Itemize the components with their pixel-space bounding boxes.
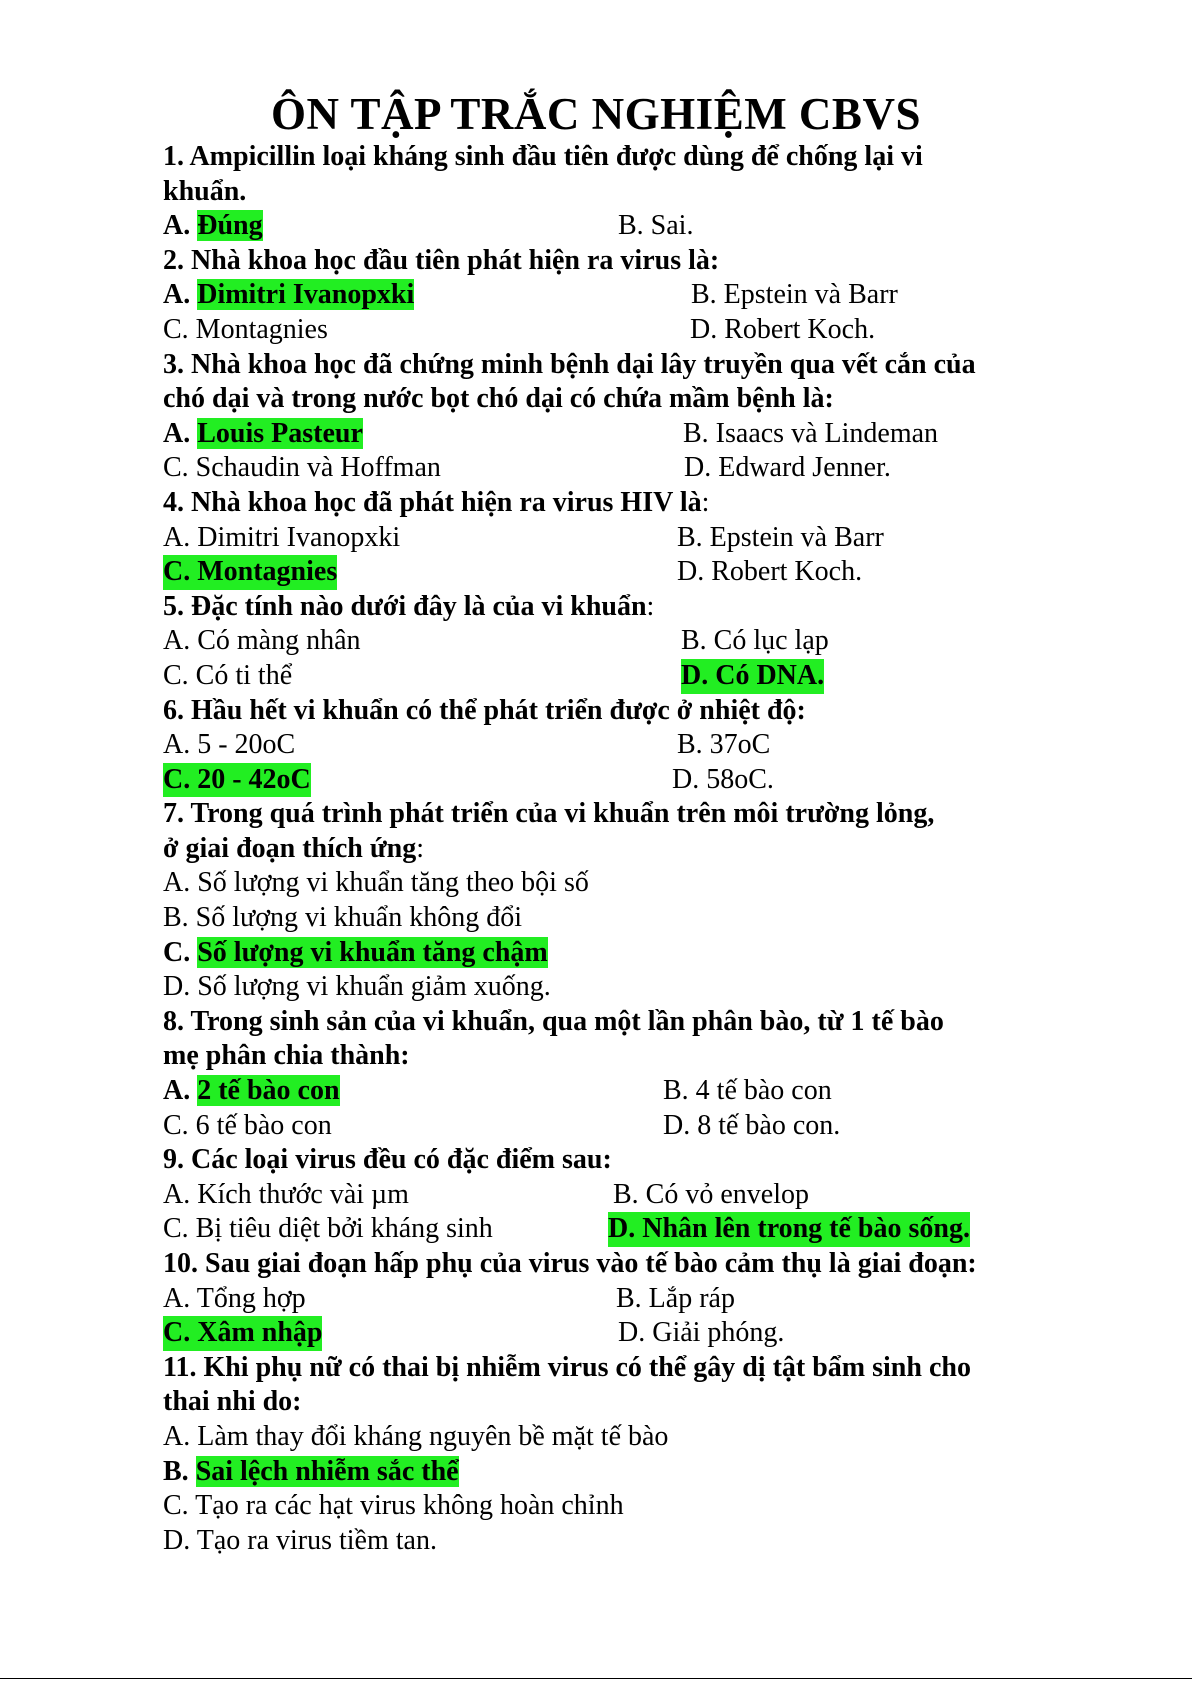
q11-option-a[interactable]: A. Làm thay đổi kháng nguyên bề mặt tế bào: [163, 1420, 669, 1452]
page-title: ÔN TẬP TRẮC NGHIỆM CBVS: [271, 89, 921, 139]
question-5-options-ab: [163, 624, 1063, 659]
correct-answer-highlight: Số lượng vi khuẩn tăng chậm: [197, 936, 548, 968]
q4-option-b[interactable]: B. Epstein và Barr: [677, 521, 884, 553]
correct-answer-highlight: Dimitri Ivanopxki: [197, 279, 415, 311]
q8-option-d[interactable]: D. 8 tế bào con.: [663, 1109, 841, 1141]
q2-option-d[interactable]: D. Robert Koch.: [690, 313, 876, 345]
q2-option-a[interactable]: A. Dimitri Ivanopxki: [163, 279, 415, 311]
q11-option-c[interactable]: C. Tạo ra các hạt virus không hoàn chỉnh: [163, 1490, 624, 1522]
question-8-options-ab: [163, 1074, 1063, 1109]
question-7: 7. Trong quá trình phát triển của vi khuẩn trên môi trường lỏng,: [163, 798, 935, 830]
question-3-cont: chó dại và trong nước bọt chó dại có chứa mầm bệnh là:: [163, 383, 834, 415]
correct-answer-highlight: 2 tế bào con: [197, 1075, 340, 1107]
question-3-options-ab: [163, 417, 1063, 452]
q1-option-b[interactable]: B. Sai.: [618, 210, 694, 242]
q3-option-c[interactable]: C. Schaudin và Hoffman: [163, 452, 441, 484]
q3-option-a[interactable]: A. Louis Pasteur: [163, 417, 363, 449]
question-11: 11. Khi phụ nữ có thai bị nhiễm virus có thể gây dị tật bẩm sinh cho: [163, 1351, 971, 1383]
q4-option-d[interactable]: D. Robert Koch.: [677, 556, 863, 588]
q9-option-d[interactable]: D. Nhân lên trong tế bào sống.: [608, 1212, 970, 1247]
question-3: 3. Nhà khoa học đã chứng minh bệnh dại lây truyền qua vết cắn của: [163, 348, 976, 380]
question-3-options-cd: [163, 451, 1063, 486]
q10-option-c[interactable]: C. Xâm nhập: [163, 1316, 322, 1351]
question-5: 5. Đặc tính nào dưới đây là của vi khuẩn:: [163, 590, 655, 622]
q4-option-a[interactable]: A. Dimitri Ivanopxki: [163, 521, 401, 553]
correct-answer-highlight: Đúng: [197, 210, 263, 242]
q7-option-a[interactable]: A. Số lượng vi khuẩn tăng theo bội số: [163, 867, 589, 899]
question-8: 8. Trong sinh sản của vi khuẩn, qua một lần phân bào, từ 1 tế bào: [163, 1005, 944, 1037]
q8-option-c[interactable]: C. 6 tế bào con: [163, 1109, 332, 1141]
q7-option-d[interactable]: D. Số lượng vi khuẩn giảm xuống.: [163, 971, 551, 1003]
question-6-options-ab: [163, 728, 1063, 763]
correct-answer-highlight: Louis Pasteur: [197, 417, 363, 449]
question-2-options-cd: [163, 313, 1063, 348]
question-9-options-ab: [163, 1178, 1063, 1213]
question-7-cont: ở giai đoạn thích ứng:: [163, 832, 425, 864]
question-6-options-cd: [163, 763, 1063, 798]
correct-answer-highlight: Sai lệch nhiễm sắc thể: [195, 1455, 459, 1487]
q9-option-c[interactable]: C. Bị tiêu diệt bởi kháng sinh: [163, 1213, 493, 1245]
q2-option-b[interactable]: B. Epstein và Barr: [691, 279, 898, 311]
question-1-cont: khuẩn.: [163, 175, 247, 207]
q10-option-d[interactable]: D. Giải phóng.: [618, 1317, 785, 1349]
q4-option-c[interactable]: C. Montagnies: [163, 555, 337, 590]
page-bottom-rule: [0, 1678, 1192, 1679]
question-6: 6. Hầu hết vi khuẩn có thể phát triển được ở nhiệt độ:: [163, 694, 806, 726]
q5-option-a[interactable]: A. Có màng nhân: [163, 625, 361, 657]
question-9-options-cd: [163, 1212, 1063, 1247]
q5-option-c[interactable]: C. Có ti thể: [163, 659, 293, 691]
q11-option-d[interactable]: D. Tạo ra virus tiềm tan.: [163, 1524, 437, 1556]
q9-option-a[interactable]: A. Kích thước vài µm: [163, 1178, 409, 1210]
q3-option-d[interactable]: D. Edward Jenner.: [684, 452, 891, 484]
question-10-options-cd: [163, 1316, 1063, 1351]
q5-option-b[interactable]: B. Có lục lạp: [681, 625, 829, 657]
q5-option-d[interactable]: D. Có DNA.: [681, 659, 824, 694]
q8-option-b[interactable]: B. 4 tế bào con: [663, 1075, 832, 1107]
q11-option-b[interactable]: B. Sai lệch nhiễm sắc thể: [163, 1455, 459, 1487]
question-list: [163, 140, 1063, 1558]
question-2: 2. Nhà khoa học đầu tiên phát hiện ra virus là:: [163, 244, 720, 276]
question-8-cont: mẹ phân chia thành:: [163, 1040, 410, 1072]
question-4-options-cd: [163, 555, 1063, 590]
q6-option-a[interactable]: A. 5 - 20oC: [163, 729, 296, 761]
question-5-options-cd: [163, 659, 1063, 694]
q1-option-a[interactable]: A. Đúng: [163, 210, 263, 242]
q10-option-a[interactable]: A. Tổng hợp: [163, 1282, 306, 1314]
q8-option-a[interactable]: A. 2 tế bào con: [163, 1075, 340, 1107]
q7-option-c[interactable]: C. Số lượng vi khuẩn tăng chậm: [163, 936, 548, 968]
question-4-options-ab: [163, 521, 1063, 556]
q9-option-b[interactable]: B. Có vỏ envelop: [613, 1178, 809, 1210]
question-11-cont: thai nhi do:: [163, 1386, 302, 1418]
q6-option-b[interactable]: B. 37oC: [677, 729, 771, 761]
question-1-options: [163, 209, 1063, 244]
question-1: 1. Ampicillin loại kháng sinh đầu tiên được dùng để chống lại vi: [163, 141, 923, 172]
question-9: 9. Các loại virus đều có đặc điểm sau:: [163, 1144, 612, 1176]
q2-option-c[interactable]: C. Montagnies: [163, 313, 328, 345]
q6-option-c[interactable]: C. 20 - 42oC: [163, 763, 311, 798]
question-8-options-cd: [163, 1109, 1063, 1144]
question-10: 10. Sau giai đoạn hấp phụ của virus vào tế bào cảm thụ là giai đoạn:: [163, 1248, 977, 1279]
question-2-options-ab: [163, 278, 1063, 313]
q7-option-b[interactable]: B. Số lượng vi khuẩn không đổi: [163, 902, 522, 934]
question-4: 4. Nhà khoa học đã phát hiện ra virus HIV là:: [163, 486, 710, 518]
question-10-options-ab: [163, 1282, 1063, 1317]
q3-option-b[interactable]: B. Isaacs và Lindeman: [683, 417, 939, 449]
q10-option-b[interactable]: B. Lắp ráp: [616, 1282, 735, 1314]
q6-option-d[interactable]: D. 58oC.: [672, 763, 774, 795]
